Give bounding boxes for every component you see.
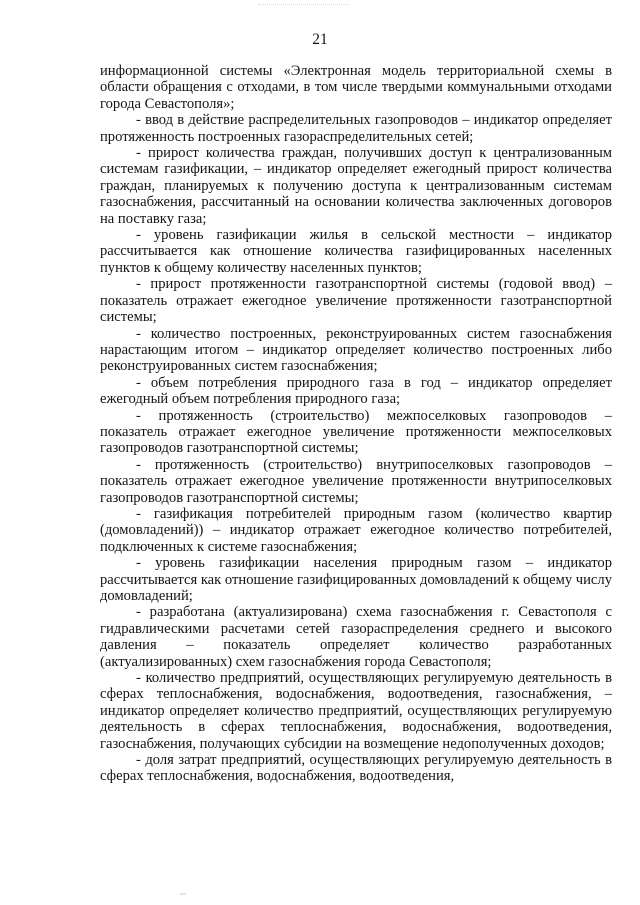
paragraph-intersettlement-pipelines: - протяженность (строительство) межпоселковых газопроводов – показатель отражает ежегодное увеличение протяженности межпоселковых газопроводов газотранспортной системы; xyxy=(100,407,612,457)
page-number: 21 xyxy=(312,31,328,48)
paragraph-gas-supply-scheme: - разработана (актуализирована) схема газоснабжения г. Севастополя с гидравлическими расчетами сетей газораспределения среднего и высокого давления – показатель определяет количество разработанных (актуализированных) схем газоснабжения города Севастополя; xyxy=(100,604,612,670)
paragraph-continuation: информационной системы «Электронная модель территориальной схемы в области обращения с отходами, в том числе твердыми коммунальными отходами города Севастополя»; xyxy=(100,63,612,112)
paragraph-gas-transport-growth: - прирост протяженности газотранспортной системы (годовой ввод) – показатель отражает ежегодное увеличение протяженности газотранспортной системы; xyxy=(100,276,612,326)
paragraph-gas-supply-systems-count: - количество построенных, реконструированных систем газоснабжения нарастающим итогом – индикатор определяет количество построенных либо реконструированных систем газоснабжения; xyxy=(100,325,612,375)
paragraph-gas-consumption-volume: - объем потребления природного газа в год – индикатор определяет ежегодный объем потребления природного газа; xyxy=(100,374,612,408)
paragraph-enterprise-costs-share: - доля затрат предприятий, осуществляющих регулируемую деятельность в сферах теплоснабжения, водоснабжения, водоотведения, xyxy=(100,752,612,785)
paragraph-population-gasification-level: - уровень газификации населения природным газом – индикатор рассчитывается как отношение газифицированных домовладений к общему числу домовладений; xyxy=(100,555,612,604)
document-body xyxy=(100,63,612,785)
scan-artifact-top xyxy=(258,4,348,7)
scan-artifact-bottom xyxy=(180,893,186,895)
paragraph-rural-gasification-level: - уровень газификации жилья в сельской местности – индикатор рассчитывается как отношение количества газифицированных населенных пунктов к общему количеству населенных пунктов; xyxy=(100,227,612,276)
paragraph-regulated-enterprises-count: - количество предприятий, осуществляющих регулируемую деятельность в сферах теплоснабжения, водоснабжения, водоотведения, газоснабжения, – индикатор определяет количество предприятий, осуществляющих регулируемую деятельность в сферах теплоснабжения, водоснабжения, водоотведения, газоснабжения, получающих субсидии на возмещение недополученных доходов; xyxy=(100,670,612,752)
paragraph-intrasettlement-pipelines: - протяженность (строительство) внутрипоселковых газопроводов – показатель отражает ежегодное увеличение протяженности внутрипоселковых газопроводов газотранспортной системы; xyxy=(100,456,612,506)
paragraph-distribution-gas-pipelines: - ввод в действие распределительных газопроводов – индикатор определяет протяженность построенных газораспределительных сетей; xyxy=(100,112,612,145)
paragraph-consumer-gasification: - газификация потребителей природным газом (количество квартир (домовладений)) – индикатор отражает ежегодное количество потребителей, подключенных к системе газоснабжения; xyxy=(100,505,612,555)
paragraph-citizens-gas-access: - прирост количества граждан, получивших доступ к централизованным системам газификации, – индикатор определяет ежегодный прирост количества граждан, планируемых к получению доступа к централизованным системам газоснабжения, рассчитанный на основании количества заключенных договоров на поставку газа; xyxy=(100,145,612,227)
